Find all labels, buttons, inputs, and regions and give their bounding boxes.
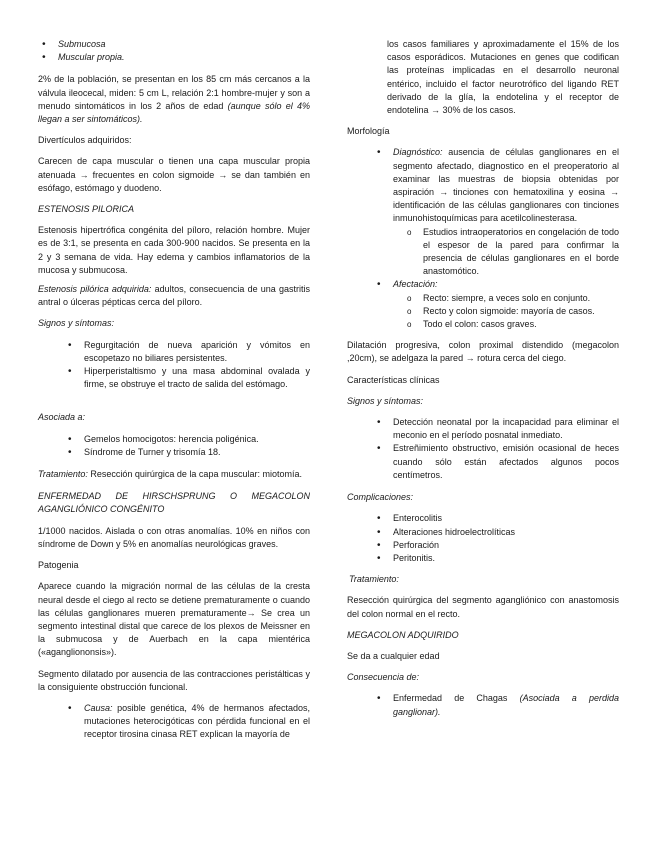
- list-item: • Muscular propia.: [38, 51, 310, 64]
- causa-label: Causa:: [84, 702, 113, 713]
- list-item: o Recto y colon sigmoide: mayoría de casos.: [407, 305, 619, 318]
- afectacion-list: [373, 278, 619, 291]
- list-item: [373, 278, 619, 291]
- paragraph-population: [38, 73, 310, 126]
- paragraph-patogenia: Aparece cuando la migración normal de las células de la cresta neural desde el ciego al recto se detiene prematuramente o cuando las células ganglionares mueren prematuramente→ Se crea un segmento intestinal distal que carece de los plexos de Meissner en la submucosa y de Auerbach en la capa mientérica («agangliononsis»).: [38, 581, 310, 658]
- afectacion-sublist: [407, 292, 619, 332]
- list-item: • Peritonitis.: [373, 552, 619, 565]
- list-item: • Detección neonatal por la incapacidad para eliminar el meconio en el período posnatal inmediato.: [373, 416, 619, 442]
- list-item: [373, 692, 619, 718]
- afectacion-label: Afectación:: [393, 279, 438, 290]
- paragraph-tratamiento: [38, 468, 310, 481]
- paragraph-dilatacion: Dilatación progresiva, colon proximal distendido (megacolon ,20cm), se adelgaza la pared → rotura cerca del ciego.: [347, 340, 619, 364]
- causa-text: posible genética, 4% de hermanos afectados, mutaciones heterocigóticas con pérdida funcional en el receptor tirosina cinasa RET explican la mayoría de: [84, 702, 310, 740]
- consecuencia-list: [373, 692, 619, 718]
- heading-tratamiento-quirurgico: Tratamiento:: [349, 574, 399, 585]
- heading-morfologia: Morfología: [347, 126, 390, 137]
- causa-list: [64, 702, 310, 742]
- paragraph-estenosis: Estenosis hipertrófica congénita del píloro, relación hombre. Mujer es de 3:1, se presenta en cada 300-900 nacidos. Se presenta en la 2 y 3 semana de vida. Hay edema y cambios inflamatorios de la mucosa y submucosa.: [38, 225, 310, 275]
- list-item: • Perforación: [373, 539, 619, 552]
- heading-caracteristicas: Características clínicas: [347, 374, 440, 385]
- signos-clinicos-list: [373, 416, 619, 482]
- heading-megacolon-adquirido: MEGACOLON ADQUIRIDO: [347, 629, 459, 640]
- heading-complicaciones: Complicaciones:: [347, 492, 414, 503]
- list-item: o Recto: siempre, a veces solo en conjunto.: [407, 292, 619, 305]
- adquirida-label: Estenosis pilórica adquirida:: [38, 284, 152, 295]
- list-item: • Estreñimiento obstructivo, emisión ocasional de heces cuando sólo están afectados algunos pocos centímetros.: [373, 442, 619, 482]
- signos-list: [64, 339, 310, 392]
- paragraph-diverticulos: Carecen de capa muscular o tienen una capa muscular propia atenuada → frecuentes en colon sigmoide → se dan también en esófago, estómago y duodeno.: [38, 156, 310, 193]
- heading-consecuencia: Consecuencia de:: [347, 672, 420, 683]
- list-item: • Síndrome de Turner y trisomía 18.: [64, 446, 310, 459]
- list-item: • Gemelos homocigotos: herencia poligénica.: [64, 433, 310, 446]
- list-item: o Todo el colon: casos graves.: [407, 318, 619, 331]
- list-item: • Alteraciones hidroelectrolíticas: [373, 526, 619, 539]
- heading-asociada: Asociada a:: [38, 412, 86, 423]
- left-column: [38, 38, 310, 742]
- causa-continuation: los casos familiares y aproximadamente el 15% de los casos esporádicos. Mutaciones en genes que codifican las proteínas implicadas en el desarrollo neuronal entérico, incluido el factor neurotrófico del ligando RET derivado de la glía, la endotelina y el receptor de endotelina → 30% de los casos.: [387, 39, 619, 116]
- list-item: [373, 146, 619, 225]
- diagnostico-sublist: [407, 226, 619, 279]
- chagas-note: (Asociada a perdida ganglionar).: [393, 693, 619, 717]
- complicaciones-list: [373, 512, 619, 565]
- heading-signos-clinicos: Signos y síntomas:: [347, 395, 424, 406]
- population-note: (aunque sólo el 4% llegan a ser sintomáticos).: [38, 100, 310, 125]
- list-item: • Submucosa: [38, 38, 310, 51]
- asociada-list: [64, 433, 310, 459]
- paragraph-hirschsprung: 1/1000 nacidos. Aislada o con otras anomalías. 10% en niños con síndrome de Down y 5% en anomalías neurológicas graves.: [38, 525, 310, 549]
- list-item: [64, 702, 310, 742]
- heading-diverticulos: Divertículos adquiridos:: [38, 135, 132, 146]
- adquirida-text: adultos, consecuencia de una gastritis antral o úlceras pépticas cerca del píloro.: [38, 284, 310, 308]
- paragraph-segmento: Segmento dilatado por ausencia de las contracciones peristálticas y la consiguiente obstrucción funcional.: [38, 668, 310, 692]
- diagnostico-text: ausencia de células ganglionares en el segmento afectado, diagnostico en el preoperatorio al examinar las muestras de biopsia obtenidas por aspiración → tinciones con hematoxilina y eosina → identificación de las células ganglionares con tinciones inmunohistoquímicas para acetilcolinesterasa.: [393, 147, 619, 224]
- chagas-text: Enfermedad de Chagas: [393, 693, 508, 704]
- tratamiento-label: Tratamiento:: [38, 469, 88, 480]
- list-item: • Regurgitación de nueva aparición y vómitos en escopetazo no biliares persistentes.: [64, 339, 310, 365]
- tratamiento-text: Resección quirúrgica de la capa muscular: miotomía.: [90, 469, 302, 480]
- paragraph-adquirida: [38, 283, 310, 309]
- morfologia-list: [373, 146, 619, 225]
- heading-signos: Signos y síntomas:: [38, 318, 115, 329]
- heading-estenosis: ESTENOSIS PILORICA: [38, 204, 135, 215]
- layers-list: [38, 38, 310, 64]
- list-item: o Estudios intraoperatorios en congelación de todo el espesor de la pared para confirmar la presencia de células ganglionares en el borde anastomótico.: [407, 226, 619, 279]
- diagnostico-label: Diagnóstico:: [393, 147, 443, 158]
- population-text: 2% de la población, se presentan en los 85 cm más cercanos a la válvula ileocecal, miden: 5 cm L, relación 2:1 hombre-mujer y son a menudo sintomáticos in los 2 años de edad: [38, 74, 310, 111]
- list-item: • Enterocolitis: [373, 512, 619, 525]
- paragraph-megacolon: Se da a cualquier edad: [347, 650, 440, 661]
- paragraph-tratamiento-quirurgico: Resección quirúrgica del segmento agangliónico con anastomosis del colon normal en el recto.: [347, 595, 619, 619]
- right-column: [347, 38, 619, 719]
- heading-patogenia: Patogenia: [38, 560, 79, 571]
- list-item: • Hiperperistaltismo y una masa abdominal ovalada y firme, se obstruye el tracto de salida del estómago.: [64, 365, 310, 391]
- heading-hirschsprung: ENFERMEDAD DE HIRSCHSPRUNG O MEGACOLON AGANGLIÓNICO CONGÉNITO: [38, 491, 310, 515]
